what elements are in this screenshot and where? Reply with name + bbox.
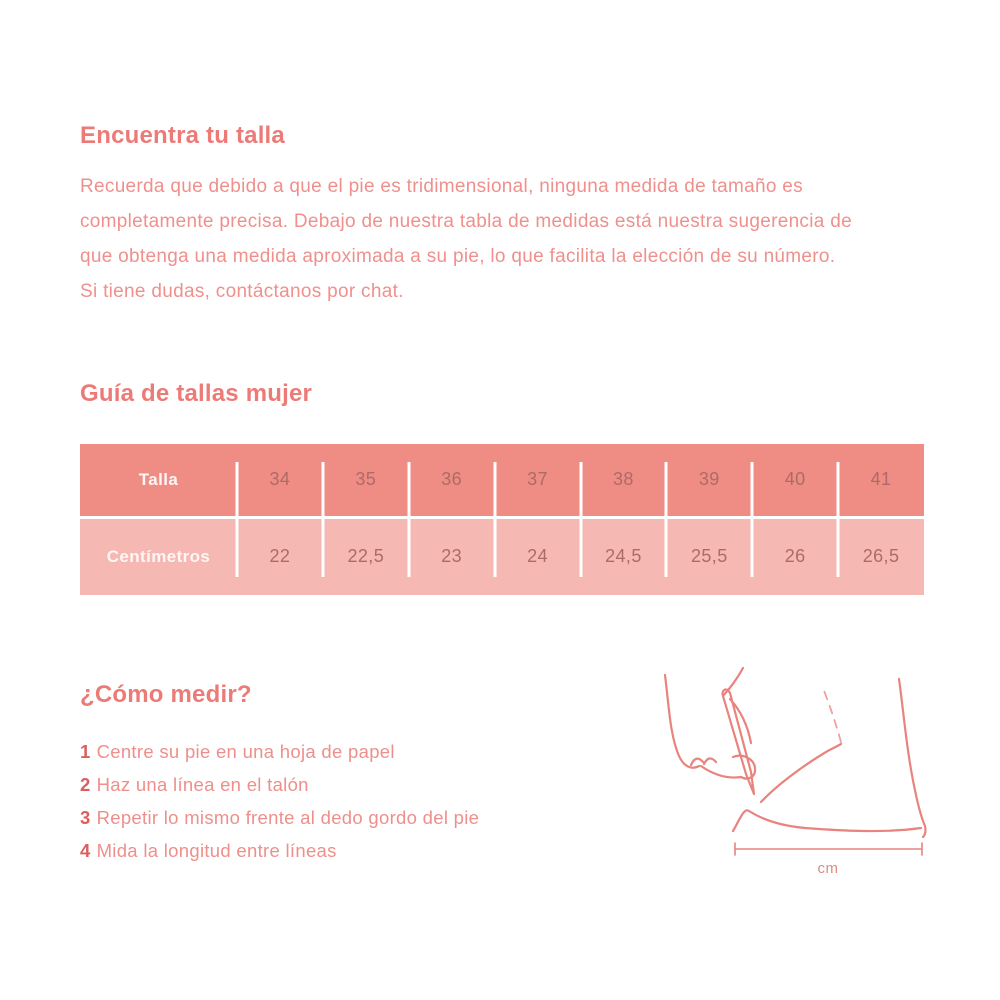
foot-measure-illustration bbox=[635, 655, 935, 885]
step-text: Haz una línea en el talón bbox=[96, 774, 309, 796]
step-text: Centre su pie en una hoja de papel bbox=[96, 741, 395, 763]
size-cell: 41 bbox=[870, 469, 892, 490]
column-divider bbox=[579, 462, 582, 577]
size-cell: 35 bbox=[355, 469, 377, 490]
size-cell: 36 bbox=[441, 469, 463, 490]
step-number: 2 bbox=[80, 774, 91, 796]
size-table-values-row bbox=[80, 519, 924, 595]
table-row-label: Talla bbox=[138, 469, 179, 489]
how-to-measure-title: ¿Cómo medir? bbox=[80, 680, 252, 708]
step-number: 3 bbox=[80, 807, 91, 829]
cm-cell: 23 bbox=[441, 546, 463, 567]
column-divider bbox=[493, 462, 496, 577]
page-title: Encuentra tu talla bbox=[80, 122, 285, 149]
step-number: 1 bbox=[80, 741, 91, 763]
shin-dashed-line bbox=[823, 688, 841, 742]
finger-bumps bbox=[691, 758, 716, 765]
hand-bottom-line bbox=[701, 766, 741, 778]
column-divider bbox=[407, 462, 410, 577]
cm-cell: 26,5 bbox=[862, 546, 900, 567]
size-table bbox=[80, 444, 924, 595]
instep-line bbox=[761, 744, 841, 802]
size-cell: 38 bbox=[613, 469, 634, 490]
intro-line: que obtenga una medida aproximada a su pie, lo que facilita la elección de su número. bbox=[80, 245, 836, 267]
measure-arrow bbox=[735, 843, 922, 855]
foot-measuring-sketch-svg bbox=[635, 655, 935, 885]
cm-cell: 24,5 bbox=[605, 546, 642, 567]
intro-line: Recuerda que debido a que el pie es tridimensional, ninguna medida de tamaño es bbox=[80, 175, 803, 197]
heel-leg-line bbox=[899, 679, 925, 837]
size-cell: 37 bbox=[527, 469, 548, 490]
sole-line bbox=[733, 810, 921, 831]
intro-line: completamente precisa. Debajo de nuestra tabla de medidas está nuestra sugerencia de bbox=[80, 210, 852, 232]
cm-cell: 22 bbox=[269, 546, 291, 567]
size-cell: 34 bbox=[269, 469, 291, 490]
step-text: Mida la longitud entre líneas bbox=[96, 840, 337, 862]
size-cell: 39 bbox=[698, 469, 720, 490]
cm-unit-label: cm bbox=[817, 860, 839, 877]
intro-paragraph bbox=[80, 169, 922, 309]
size-cell: 40 bbox=[784, 469, 806, 490]
column-divider bbox=[236, 462, 239, 577]
intro-line: Si tiene dudas, contáctanos por chat. bbox=[80, 280, 404, 302]
hand-arm-line bbox=[665, 675, 699, 768]
cm-cell: 24 bbox=[527, 546, 548, 567]
cm-cell: 22,5 bbox=[347, 546, 385, 567]
cm-cell: 25,5 bbox=[690, 546, 728, 567]
column-divider bbox=[321, 462, 324, 577]
column-divider bbox=[837, 462, 840, 577]
size-table-header-row bbox=[80, 444, 924, 516]
step-text: Repetir lo mismo frente al dedo gordo del pie bbox=[96, 807, 480, 829]
column-divider bbox=[665, 462, 668, 577]
step-number: 4 bbox=[80, 840, 91, 862]
table-row-label: Centímetros bbox=[106, 546, 211, 566]
inner-wrist-line bbox=[723, 668, 743, 696]
cm-cell: 26 bbox=[784, 546, 806, 567]
column-divider bbox=[751, 462, 754, 577]
size-guide-title: Guía de tallas mujer bbox=[80, 379, 313, 407]
